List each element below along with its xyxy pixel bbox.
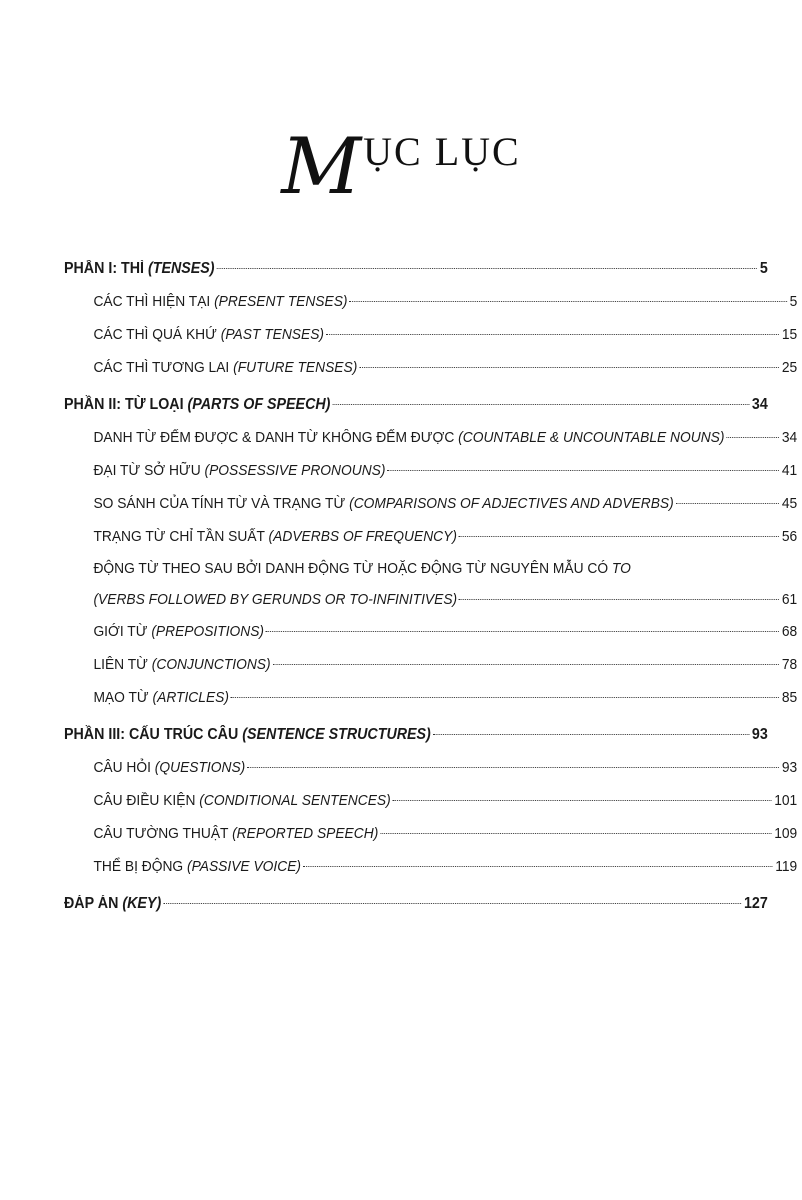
entry-label (93, 318, 324, 351)
entry-title: SO SÁNH CỦA TÍNH TỪ VÀ TRẠNG TỪ (93, 495, 350, 512)
dot-leader (459, 536, 779, 537)
entry-title: ĐẠI TỪ SỞ HỮU (93, 462, 205, 479)
part-title-en: (KEY) (122, 895, 162, 912)
toc-entry[interactable] (64, 285, 797, 318)
entry-title-en: (PRESENT TENSES) (214, 293, 348, 310)
part-title: PHẦN III: CẤU TRÚC CÂU (64, 726, 243, 743)
entry-title-en: (PAST TENSES) (220, 326, 325, 343)
part-label (64, 887, 161, 920)
toc-entry[interactable] (64, 318, 797, 351)
toc-part-p1[interactable] (64, 252, 768, 285)
dot-leader (359, 367, 779, 368)
entry-label (93, 351, 357, 384)
part-title-en: (TENSES) (147, 260, 215, 277)
toc-entry[interactable] (64, 817, 797, 850)
part-title: PHẦN I: THÌ (64, 260, 148, 277)
entry-title-en: (FUTURE TENSES) (233, 359, 358, 376)
page-number: 5 (789, 293, 798, 310)
part-title-en: (PARTS OF SPEECH) (187, 396, 331, 413)
entry-title: TRẠNG TỪ CHỈ TẦN SUẤT (93, 528, 269, 545)
toc-entry[interactable] (64, 681, 797, 714)
entry-label (93, 615, 264, 648)
entry-title-en: (REPORTED SPEECH) (232, 825, 379, 842)
entry-title-en: (PREPOSITIONS) (151, 623, 265, 640)
page-number: 5 (759, 260, 768, 277)
entry-title: CÁC THÌ HIỆN TẠI (93, 293, 215, 310)
entry-title-en: (ADVERBS OF FREQUENCY) (268, 528, 457, 545)
part-label (64, 252, 215, 285)
page-number: 127 (743, 895, 768, 912)
toc-entry[interactable] (64, 351, 797, 384)
toc-entry[interactable] (64, 487, 797, 520)
entry-title-en: (COUNTABLE & UNCOUNTABLE NOUNS) (458, 429, 725, 446)
toc-entry[interactable] (64, 615, 797, 648)
dot-leader (349, 301, 786, 302)
part-title-en: (SENTENCE STRUCTURES) (242, 726, 431, 743)
page-number: 109 (774, 825, 798, 842)
dot-leader (163, 903, 741, 904)
dot-leader (216, 268, 757, 269)
entry-label (93, 454, 385, 487)
entry-title: THỂ BỊ ĐỘNG (93, 858, 187, 875)
entry-title: CÂU TƯỜNG THUẬT (93, 825, 233, 842)
page-number: 101 (774, 792, 798, 809)
part-label (64, 388, 330, 421)
entry-title-en: (POSSESSIVE PRONOUNS) (204, 462, 386, 479)
page-number: 41 (781, 462, 798, 479)
entry-title: ĐỘNG TỪ THEO SAU BỞI DANH ĐỘNG TỪ HOẶC ĐỘNG TỪ NGUYÊN MẪU CÓ (93, 560, 612, 577)
toc-entry[interactable] (64, 520, 797, 553)
page-number: 45 (781, 495, 798, 512)
toc-entry[interactable] (64, 421, 797, 454)
page-title (0, 80, 802, 212)
part-title: ĐÁP ÁN (64, 895, 123, 912)
dot-leader (326, 334, 779, 335)
entry-title: CÂU ĐIỀU KIỆN (93, 792, 200, 809)
dot-leader (266, 631, 779, 632)
entry-title: CÁC THÌ QUÁ KHỨ (93, 326, 221, 343)
entry-label (93, 751, 245, 784)
entry-title: CÂU HỎI (93, 759, 155, 776)
entry-title-en: (CONDITIONAL SENTENCES) (199, 792, 391, 809)
entry-label (93, 520, 456, 553)
entry-label (93, 681, 229, 714)
page-number: 34 (751, 396, 768, 413)
part-label (64, 718, 431, 751)
dot-leader (247, 767, 779, 768)
toc-part-p2[interactable] (64, 388, 768, 421)
entry-first-line (64, 553, 797, 585)
page-number: 78 (781, 656, 798, 673)
page-number: 85 (781, 689, 798, 706)
entry-title-en: (VERBS FOLLOWED BY GERUNDS OR TO-INFINITIVES) (93, 591, 458, 608)
title-initial: M (281, 122, 362, 212)
title-rest: ỤC LỤC (363, 129, 521, 174)
entry-title-tail: TO (611, 560, 631, 577)
entry-label (93, 648, 270, 681)
page-number: 61 (781, 591, 798, 608)
entry-label (93, 487, 673, 520)
toc-entry[interactable] (64, 850, 797, 883)
dot-leader (231, 697, 779, 698)
entry-title: MẠO TỪ (93, 689, 153, 706)
part-title: PHẦN II: TỪ LOẠI (64, 396, 188, 413)
table-of-contents (64, 252, 798, 920)
dot-leader (303, 866, 773, 867)
dot-leader (676, 503, 780, 504)
page-number: 119 (775, 858, 798, 875)
page-number: 93 (751, 726, 768, 743)
page-number: 68 (781, 623, 798, 640)
page-number: 25 (781, 359, 798, 376)
toc-entry[interactable] (64, 648, 797, 681)
toc-part-p4[interactable] (64, 887, 768, 920)
entry-title: CÁC THÌ TƯƠNG LAI (93, 359, 234, 376)
toc-part-p3[interactable] (64, 718, 768, 751)
page-number: 56 (781, 528, 798, 545)
toc-entry-multiline[interactable] (64, 553, 798, 615)
dot-leader (393, 800, 772, 801)
entry-title: GIỚI TỪ (93, 623, 152, 640)
dot-leader (459, 599, 779, 600)
page-number: 93 (781, 759, 798, 776)
entry-title: LIÊN TỪ (93, 656, 152, 673)
entry-title-en: (CONJUNCTIONS) (151, 656, 271, 673)
dot-leader (380, 833, 771, 834)
entry-title: DANH TỪ ĐẾM ĐƯỢC & DANH TỪ KHÔNG ĐẾM ĐƯỢC (93, 429, 459, 446)
entry-label (93, 850, 301, 883)
toc-entry[interactable] (64, 454, 797, 487)
toc-entry[interactable] (64, 784, 797, 817)
dot-leader (387, 470, 779, 471)
toc-entry[interactable] (64, 751, 797, 784)
entry-label (93, 421, 724, 454)
entry-title-en: (PASSIVE VOICE) (186, 858, 302, 875)
entry-label (93, 285, 347, 318)
dot-leader (332, 404, 749, 405)
entry-title-en: (ARTICLES) (152, 689, 229, 706)
dot-leader (272, 664, 779, 665)
entry-label (93, 817, 378, 850)
entry-second-line (64, 585, 797, 615)
entry-title-en: (COMPARISONS OF ADJECTIVES AND ADVERBS) (349, 495, 674, 512)
entry-label (93, 784, 390, 817)
entry-title-en: (QUESTIONS) (154, 759, 246, 776)
dot-leader (726, 437, 779, 438)
page-number: 15 (781, 326, 798, 343)
page-number: 34 (781, 429, 798, 446)
dot-leader (433, 734, 750, 735)
